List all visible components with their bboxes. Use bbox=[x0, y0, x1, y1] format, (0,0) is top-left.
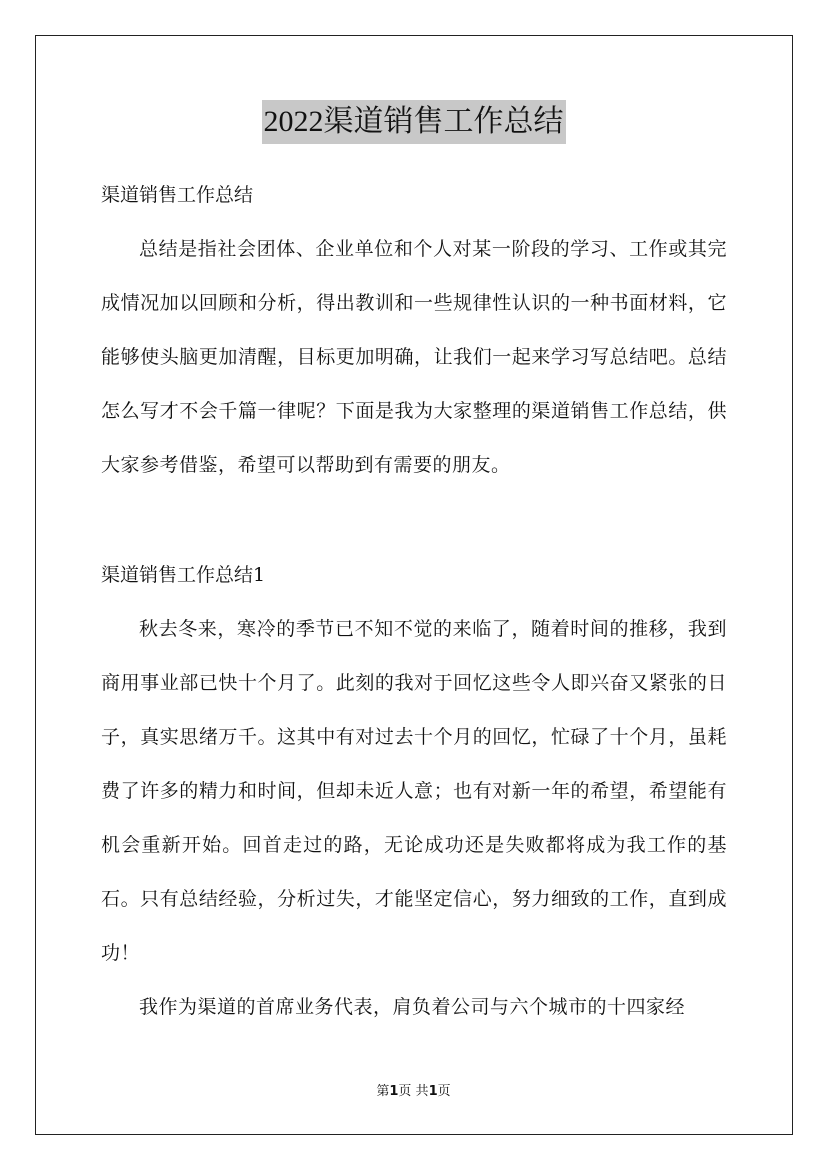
footer-page-suffix: 页 bbox=[437, 1084, 451, 1099]
section-1-paragraph-2[interactable]: 我作为渠道的首席业务代表，肩负着公司与六个城市的十四家经 bbox=[139, 996, 686, 1018]
document-title[interactable]: 2022渠道销售工作总结 bbox=[262, 100, 566, 144]
document-body bbox=[101, 168, 727, 1034]
paragraph-spacer bbox=[101, 492, 727, 548]
page-footer bbox=[0, 1082, 827, 1102]
footer-page-number: 1 bbox=[389, 1084, 399, 1099]
footer-page-prefix: 第 bbox=[376, 1084, 390, 1099]
footer-page-mid: 页 共 bbox=[398, 1084, 429, 1099]
intro-paragraph[interactable]: 总结是指社会团体、企业单位和个人对某一阶段的学习、工作或其完成情况加以回顾和分析，得出教训和一些规律性认识的一种书面材料，它能够使头脑更加清醒，目标更加明确，让我们一起来学习写总结吧。总结怎么写才不会千篇一律呢？下面是我为大家整理的渠道销售工作总结，供大家参考借鉴，希望可以帮助到有需要的朋友。 bbox=[101, 238, 727, 476]
footer-page-total: 1 bbox=[428, 1084, 438, 1099]
section-1-heading[interactable]: 渠道销售工作总结1 bbox=[101, 564, 266, 586]
section-1-paragraph-1[interactable]: 秋去冬来，寒冷的季节已不知不觉的来临了，随着时间的推移，我到商用事业部已快十个月了。此刻的我对于回忆这些令人即兴奋又紧张的日子，真实思绪万千。这其中有对过去十个月的回忆，忙碌了十个月，虽耗费了许多的精力和时间，但却未近人意；也有对新一年的希望，希望能有机会重新开始。回首走过的路，无论成功还是失败都将成为我工作的基石。只有总结经验，分析过失，才能坚定信心，努力细致的工作，直到成功！ bbox=[101, 618, 727, 964]
title-container bbox=[0, 100, 827, 144]
intro-heading[interactable]: 渠道销售工作总结 bbox=[101, 184, 254, 206]
